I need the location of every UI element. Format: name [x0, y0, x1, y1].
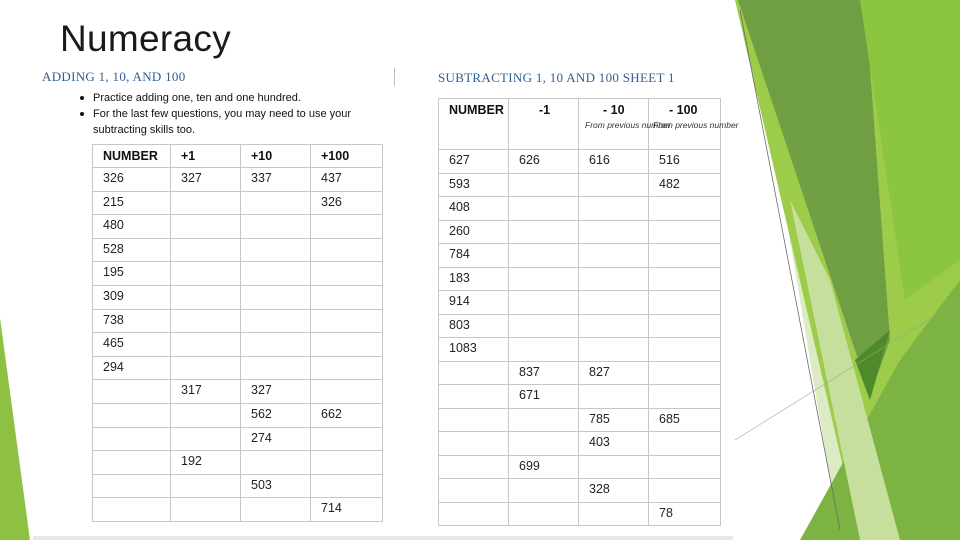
table-cell	[171, 262, 241, 286]
column-header-minus-10	[579, 99, 671, 150]
left-edge-green-shape	[0, 318, 30, 540]
table-cell	[241, 356, 311, 380]
instruction-item: For the last few questions, you may need to use your subtracting skills too.	[78, 106, 378, 138]
table-cell	[311, 238, 383, 262]
table-cell: 482	[649, 173, 721, 197]
table-cell	[311, 285, 383, 309]
table-row	[439, 502, 721, 526]
table-cell: 738	[93, 309, 171, 333]
table-cell	[509, 314, 579, 338]
table-cell	[509, 338, 579, 362]
table-cell: 627	[439, 150, 509, 174]
table-cell: 327	[241, 380, 311, 404]
table-cell	[311, 262, 383, 286]
table-cell	[241, 285, 311, 309]
table-cell	[579, 502, 649, 526]
table-cell	[439, 385, 509, 409]
table-cell	[439, 502, 509, 526]
header-sublabel: From previous number	[653, 120, 739, 130]
table-row	[93, 403, 383, 427]
table-cell: 337	[241, 168, 311, 192]
table-cell	[241, 262, 311, 286]
table-cell	[509, 244, 579, 268]
table-cell	[93, 451, 171, 475]
table-cell	[311, 333, 383, 357]
column-header-plus-1: +1	[171, 145, 241, 168]
table-cell: 1083	[439, 338, 509, 362]
table-cell	[439, 361, 509, 385]
table-cell	[241, 238, 311, 262]
table-cell	[93, 498, 171, 522]
instruction-item: Practice adding one, ten and one hundred.	[78, 90, 378, 106]
table-cell: 662	[311, 403, 383, 427]
table-cell	[509, 220, 579, 244]
table-cell: 528	[93, 238, 171, 262]
table-cell	[171, 474, 241, 498]
table-row	[439, 479, 721, 503]
table-row	[439, 220, 721, 244]
table-cell	[509, 267, 579, 291]
table-cell: 294	[93, 356, 171, 380]
table-cell	[311, 474, 383, 498]
column-header-minus-100	[649, 99, 739, 150]
table-cell: 317	[171, 380, 241, 404]
table-cell: 616	[579, 150, 649, 174]
table-cell	[649, 220, 721, 244]
table-cell	[509, 173, 579, 197]
table-cell: 562	[241, 403, 311, 427]
table-cell: 503	[241, 474, 311, 498]
table-cell	[439, 408, 509, 432]
subtracting-sheet-heading: SUBTRACTING 1, 10 AND 100 SHEET 1	[438, 70, 675, 85]
table-cell	[171, 498, 241, 522]
table-cell	[93, 474, 171, 498]
table-cell: 593	[439, 173, 509, 197]
table-cell: 260	[439, 220, 509, 244]
header-sublabel: From previous number	[585, 120, 671, 130]
table-cell	[171, 403, 241, 427]
table-cell: 837	[509, 361, 579, 385]
adding-instructions	[78, 90, 378, 138]
table-cell: 685	[649, 408, 721, 432]
header-label: -1	[539, 103, 551, 117]
table-cell	[649, 338, 721, 362]
table-cell	[171, 191, 241, 215]
table-cell	[509, 291, 579, 315]
table-cell	[649, 361, 721, 385]
table-cell: 671	[509, 385, 579, 409]
table-row	[93, 474, 383, 498]
table-cell: 328	[579, 479, 649, 503]
section-divider	[394, 68, 395, 86]
table-cell	[241, 309, 311, 333]
table-cell	[171, 215, 241, 239]
table-cell: 699	[509, 455, 579, 479]
table-cell	[649, 455, 721, 479]
table-cell	[171, 427, 241, 451]
table-row	[93, 427, 383, 451]
adding-table	[92, 144, 383, 522]
table-cell	[649, 479, 721, 503]
table-cell	[241, 215, 311, 239]
table-cell	[311, 427, 383, 451]
table-row	[93, 309, 383, 333]
table-cell	[579, 220, 649, 244]
table-cell	[241, 333, 311, 357]
table-cell	[171, 333, 241, 357]
table-cell: 784	[439, 244, 509, 268]
table-cell	[649, 244, 721, 268]
table-cell	[311, 309, 383, 333]
header-label: NUMBER	[449, 103, 504, 117]
table-row	[93, 191, 383, 215]
table-row	[439, 244, 721, 268]
table-cell: 827	[579, 361, 649, 385]
table-row	[439, 338, 721, 362]
table-row	[439, 291, 721, 315]
table-row	[93, 380, 383, 404]
table-cell: 215	[93, 191, 171, 215]
table-cell: 326	[311, 191, 383, 215]
table-row	[439, 385, 721, 409]
table-cell: 714	[311, 498, 383, 522]
table-cell	[649, 432, 721, 456]
table-cell	[579, 338, 649, 362]
table-row	[439, 455, 721, 479]
column-header-plus-10: +10	[241, 145, 311, 168]
table-cell: 408	[439, 197, 509, 221]
table-row	[93, 215, 383, 239]
table-cell	[93, 427, 171, 451]
table-header-row	[93, 145, 383, 168]
table-cell	[649, 314, 721, 338]
table-cell	[439, 479, 509, 503]
table-row	[93, 262, 383, 286]
table-cell: 914	[439, 291, 509, 315]
table-row	[439, 361, 721, 385]
table-cell	[509, 408, 579, 432]
table-cell	[171, 356, 241, 380]
table-cell	[509, 197, 579, 221]
table-cell	[579, 173, 649, 197]
header-label: - 100	[669, 103, 698, 117]
table-header-row	[439, 99, 721, 150]
table-cell	[439, 455, 509, 479]
table-row	[439, 314, 721, 338]
table-cell	[241, 498, 311, 522]
table-cell: 326	[93, 168, 171, 192]
table-cell: 403	[579, 432, 649, 456]
table-cell	[579, 244, 649, 268]
table-cell	[171, 238, 241, 262]
table-cell: 192	[171, 451, 241, 475]
adding-table-body	[93, 168, 383, 522]
column-header-minus-1	[509, 99, 579, 150]
table-cell: 183	[439, 267, 509, 291]
table-row	[93, 285, 383, 309]
table-cell	[649, 385, 721, 409]
table-row	[93, 168, 383, 192]
table-cell: 78	[649, 502, 721, 526]
table-cell	[311, 356, 383, 380]
table-row	[439, 408, 721, 432]
table-cell: 327	[171, 168, 241, 192]
table-row	[439, 150, 721, 174]
bottom-edge-strip	[33, 536, 733, 540]
table-row	[439, 197, 721, 221]
table-cell: 626	[509, 150, 579, 174]
table-cell	[93, 403, 171, 427]
table-cell: 480	[93, 215, 171, 239]
column-header-plus-100: +100	[311, 145, 383, 168]
table-row	[439, 173, 721, 197]
table-cell	[579, 291, 649, 315]
table-cell	[171, 309, 241, 333]
table-row	[93, 451, 383, 475]
table-cell	[509, 432, 579, 456]
table-cell: 785	[579, 408, 649, 432]
table-cell	[439, 432, 509, 456]
table-cell	[241, 451, 311, 475]
table-cell	[649, 291, 721, 315]
table-cell	[579, 385, 649, 409]
table-cell: 195	[93, 262, 171, 286]
table-cell	[93, 380, 171, 404]
table-cell	[171, 285, 241, 309]
subtracting-table	[438, 98, 739, 526]
column-header-number	[439, 99, 509, 150]
table-cell	[311, 380, 383, 404]
table-cell: 274	[241, 427, 311, 451]
table-row	[93, 333, 383, 357]
table-cell: 516	[649, 150, 721, 174]
table-cell	[579, 314, 649, 338]
table-cell	[649, 197, 721, 221]
table-cell: 803	[439, 314, 509, 338]
table-row	[439, 432, 721, 456]
table-row	[439, 267, 721, 291]
subtracting-table-body	[439, 150, 721, 526]
table-cell	[241, 191, 311, 215]
header-label: - 10	[603, 103, 625, 117]
table-cell: 465	[93, 333, 171, 357]
slide-title: Numeracy	[60, 18, 231, 59]
column-header-number: NUMBER	[93, 145, 171, 168]
table-cell	[649, 267, 721, 291]
table-cell	[311, 451, 383, 475]
table-cell: 437	[311, 168, 383, 192]
table-row	[93, 238, 383, 262]
table-cell: 309	[93, 285, 171, 309]
table-row	[93, 356, 383, 380]
adding-sheet-heading: ADDING 1, 10, AND 100	[42, 69, 186, 84]
table-row	[93, 498, 383, 522]
table-cell	[509, 479, 579, 503]
table-cell	[579, 197, 649, 221]
table-cell	[311, 215, 383, 239]
table-cell	[509, 502, 579, 526]
table-cell	[579, 267, 649, 291]
table-cell	[579, 455, 649, 479]
